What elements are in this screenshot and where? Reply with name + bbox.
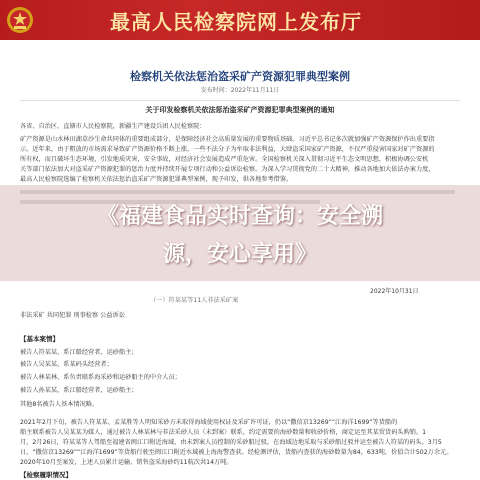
site-title: 最高人民检察院网上发布厅 <box>110 10 362 34</box>
section-procedure: 【检察履职情况】 <box>20 471 72 479</box>
overlay-headline-line1: 《福建食品实时查询：安全溯 <box>96 204 383 229</box>
case-title: （一）符某某等11人非法采矿案 <box>150 297 239 304</box>
defendant-line: 被告人符某某，系江船经营者，运砂船主； <box>20 349 138 356</box>
national-emblem-icon <box>6 6 34 34</box>
paragraph-line: 所有权，而且破坏生态环境，引发地质灾害，安全事故，对经济社会发展造成严重危害。全国检察机关深入贯彻习近平生态文明思想，积极协调公安机 <box>20 156 429 163</box>
narrative-line: 船主联系被告人吴某某为媒人，通过被告人林某林与非法采砂人员（未到案）联系，约定需要的海砂数量和收砂价格，商定运至其某贸货码头购销。1 <box>20 429 427 436</box>
narrative-line: 月，2月26日，符某某等人驾船至福建省闽江口附近海域，由未到案人员控制的采砂船过驳，在海域边地采取与采砂船过驳并运至被告人符某的码头。3月5 <box>20 439 442 446</box>
overlay-headline-line2: 源，安心享用》 <box>162 242 317 267</box>
narrative-line: 2020年10月至案发，上述人员累计运输、销售盗采海砂约11航次共14万吨。 <box>20 459 233 466</box>
narrative-line: 2021年2月下旬，被告人符某某、孟某胜等人明知采砂方未取得海域使用权证及采矿许可证，仍以“撒信京13269”“江海洋1699”等货船的 <box>20 419 398 426</box>
paragraph-line: 关等部门依法加大对盗采矿产资源犯罪的惩治力度并持续开展专项行动和公益诉讼检察。为深入学习贯彻党的二十大精神，推动各地加大依法办案力度， <box>20 166 435 173</box>
publish-time: 发布时间：2022年11月11日 <box>200 87 280 94</box>
salutation: 各省、自治区、直辖市人民检察院，新疆生产建设兵团人民检察院： <box>20 123 206 130</box>
document-date: 2022年10月31日 <box>370 288 419 295</box>
headline-overlay <box>0 185 480 281</box>
paragraph-line: 示。近年来，由于粗放的市场需求导致矿产资源价格不断上涨，一些不法分子为牟取非法利益，大肆盗采国家矿产资源，不仅严重侵害国家对矿产资源的 <box>20 146 435 153</box>
document-title: 检察机关依法惩治盗采矿产资源犯罪典型案例 <box>130 70 350 83</box>
defendant-line: 非法采矿 共同犯罪 刑事检察 公益诉讼 <box>20 312 125 319</box>
divider <box>20 100 460 101</box>
defendant-line: 其他8名被告人基本情况略。 <box>20 401 99 408</box>
section-basic-facts: 【基本案情】 <box>20 335 59 343</box>
narrative-line: 日，“撒信京13269”“江海洋1699”等货船行驶至闽江口附近水域被上海海警查获。经检测评估，货船内查获的海砂数量为84，633吨，价值合计502万余元。 <box>20 449 453 456</box>
notice-title: 关于印发检察机关依法惩治盗采矿产资源犯罪典型案例的通知 <box>145 106 335 114</box>
defendant-line: 被告人吴某某，系某码头经营者； <box>20 361 113 368</box>
defendant-line: 被告人林某林，系负责联系海采砂和运砂船主的中介人员； <box>20 374 181 381</box>
defendant-line: 被告人孙某某，系江船经营者，运砂船主； <box>20 387 138 394</box>
paragraph-line: 最高人民检察院选编了检察机关依法惩治盗采矿产资源犯罪典型案例，现予印发，供各地参考借鉴。 <box>20 176 293 183</box>
paragraph-line: 矿产资源是山水林田湖草沙生命共同体的重要组成部分，是保障经济社会高质量发展的重要物质基础。习近平总书记多次就加强矿产资源保护作出重要指 <box>20 136 435 143</box>
site-header <box>0 0 480 40</box>
